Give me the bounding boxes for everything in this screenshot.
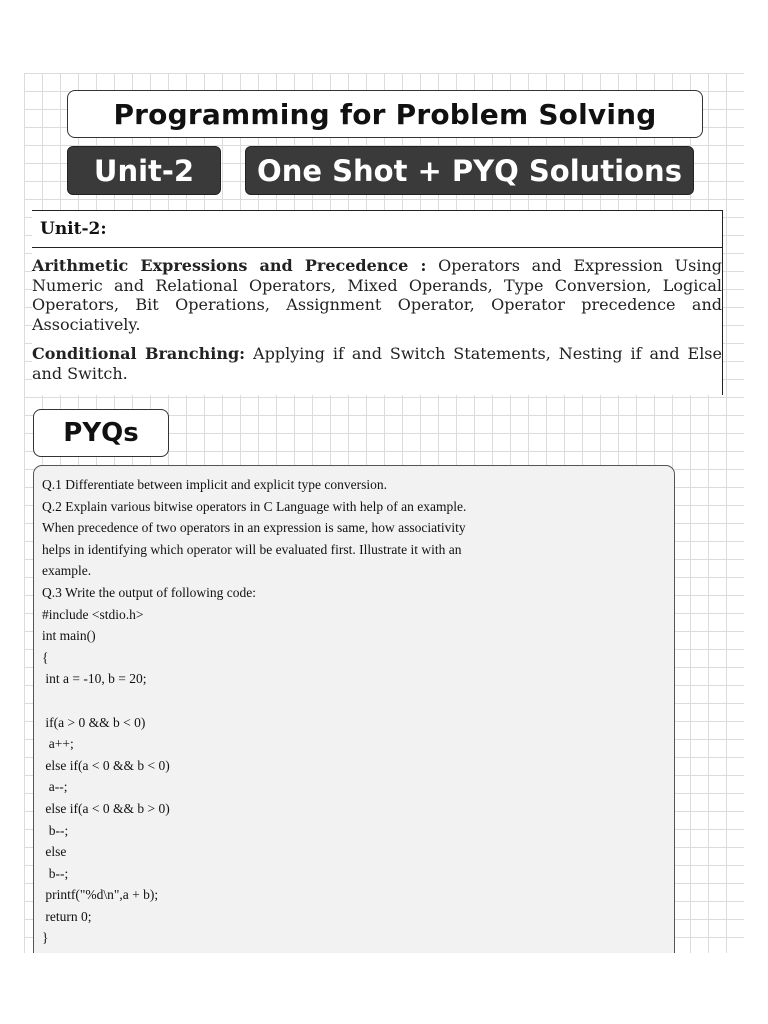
subtitle-badge — [245, 146, 694, 195]
syllabus-topic-arithmetic — [32, 256, 722, 334]
code-line: int main() — [42, 628, 96, 644]
page-title: Programming for Problem Solving — [113, 97, 657, 131]
code-line: int a = -10, b = 20; — [42, 671, 147, 687]
topic-title: Arithmetic Expressions and Precedence : — [32, 256, 427, 275]
code-line: printf("%d\n",a + b); — [42, 887, 159, 903]
code-line: a--; — [42, 779, 68, 795]
subtitle-label: One Shot + PYQ Solutions — [257, 153, 682, 188]
code-line: return 0; — [42, 908, 92, 924]
question-line: Q.1 Differentiate between implicit and explicit type conversion. — [42, 477, 388, 492]
code-line: if(a > 0 && b < 0) — [42, 714, 146, 730]
topic-title: Conditional Branching: — [32, 344, 246, 363]
code-line: { — [42, 649, 49, 665]
syllabus-panel — [32, 210, 723, 395]
questions-panel — [33, 465, 675, 953]
unit-badge — [67, 146, 221, 195]
code-line: } — [42, 930, 49, 946]
code-line: a++; — [42, 736, 74, 752]
notes-page — [24, 73, 744, 953]
code-line: b--; — [42, 865, 69, 881]
unit-label: Unit-2 — [93, 153, 195, 188]
code-line: #include <stdio.h> — [42, 606, 144, 622]
question-line: helps in identifying which operator will be evaluated first. Illustrate it with an — [42, 541, 462, 557]
code-line-blank — [42, 690, 674, 712]
syllabus-heading: Unit-2: — [32, 211, 722, 248]
pyq-heading: PYQs — [63, 418, 139, 448]
topic-body: Applying if and Switch Statements, Nesting if and Else and Switch. — [32, 344, 722, 383]
topic-body: Operators and Expression Using Numeric and Relational Operators, Mixed Operands, Type Conversion, Logical Operators, Bit Operations, Assignment Operator, Operator precedence and Associatively. — [32, 256, 723, 334]
question-line: Q.3 Write the output of following code: — [42, 584, 257, 600]
code-line: else if(a < 0 && b < 0) — [42, 757, 170, 773]
syllabus-topic-conditional — [32, 344, 722, 383]
code-line: else — [42, 844, 67, 860]
question-line: When precedence of two operators in an expression is same, how associativity — [42, 520, 466, 536]
question-line: example. — [42, 563, 92, 579]
page-title-box — [67, 90, 703, 138]
code-line: b--; — [42, 822, 69, 838]
code-line: else if(a < 0 && b > 0) — [42, 800, 170, 816]
question-line: Q.2 Explain various bitwise operators in C Language with help of an example. — [42, 498, 467, 514]
pyq-heading-box — [33, 409, 169, 457]
